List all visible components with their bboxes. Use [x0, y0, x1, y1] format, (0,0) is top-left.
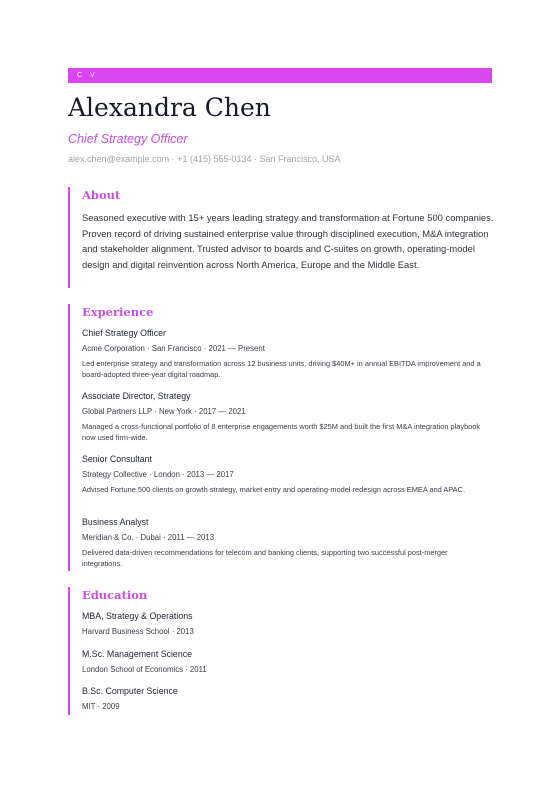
about-section	[68, 187, 492, 288]
school-meta: London School of Economics · 2011	[82, 664, 207, 674]
experience-list	[82, 327, 492, 579]
degree-title: M.Sc. Management Science	[82, 648, 193, 659]
education-title: Education	[82, 588, 148, 602]
experience-section	[68, 304, 492, 571]
job-meta: Acme Corporation · San Francisco · 2021 — Present	[82, 344, 265, 353]
experience-entry	[82, 390, 492, 453]
job-meta: Global Partners LLP · New York · 2017 — 2021	[82, 407, 246, 416]
candidate-role: Chief Strategy Officer	[68, 132, 188, 146]
job-meta: Strategy Collective · London · 2013 — 2017	[82, 470, 234, 479]
job-description: Led enterprise strategy and transformation across 12 business units, driving $40M+ in annual EBITDA improvement and a board-adopted three-year digital roadmap.	[82, 359, 481, 379]
education-section	[68, 587, 492, 715]
education-entry	[82, 685, 492, 723]
header-band	[68, 68, 492, 83]
about-text: Seasoned executive with 15+ years leading strategy and transformation at Fortune 500 companies. Proven record of driving sustained enterprise value through disciplined execution, M&A integration and stakeholder alignment. Trusted advisor to boards and C-suites on growth, operating-model design and digital reinvention across North America, Europe and the Middle East.	[82, 212, 494, 270]
education-entry	[82, 648, 492, 686]
job-title: Business Analyst	[82, 517, 149, 527]
education-entry	[82, 610, 492, 648]
contact-line: alex.chen@example.com · +1 (415) 555-0134 · San Francisco, USA	[68, 154, 341, 164]
job-meta: Meridian & Co. · Dubai · 2011 — 2013	[82, 533, 215, 542]
job-title: Senior Consultant	[82, 454, 152, 464]
cv-label: C V	[77, 72, 98, 79]
job-title: Chief Strategy Officer	[82, 328, 166, 338]
degree-title: MBA, Strategy & Operations	[82, 611, 193, 621]
education-list	[82, 610, 492, 723]
job-description: Managed a cross-functional portfolio of 8 enterprise engagements worth $25M and built the first M&A integration playbook now used firm-wide.	[82, 422, 481, 442]
candidate-name: Alexandra Chen	[68, 93, 271, 122]
school-meta: Harvard Business School · 2013	[82, 627, 194, 636]
school-meta: MIT · 2009	[82, 702, 120, 711]
job-description: Advised Fortune 500 clients on growth strategy, market entry and operating-model redesign across EMEA and APAC.	[82, 485, 466, 494]
experience-entry	[82, 327, 492, 390]
job-description: Delivered data-driven recommendations for telecom and banking clients, supporting two successful post-merger integrations.	[82, 548, 448, 568]
about-title: About	[82, 188, 121, 202]
experience-entry	[82, 516, 492, 579]
experience-title: Experience	[82, 305, 154, 319]
experience-entry	[82, 453, 492, 516]
degree-title: B.Sc. Computer Science	[82, 686, 178, 696]
job-title: Associate Director, Strategy	[82, 391, 191, 401]
